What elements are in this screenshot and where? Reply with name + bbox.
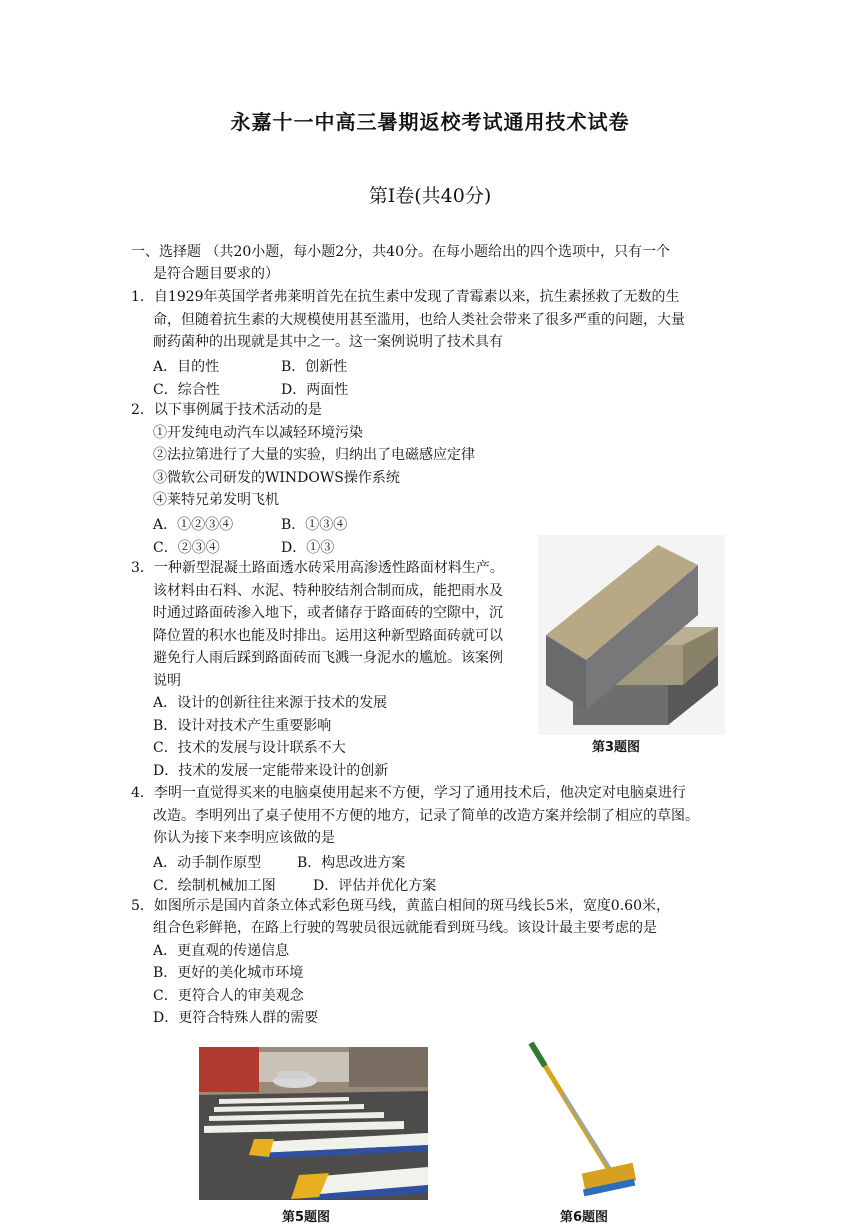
q2-item-3: ③微软公司研发的WINDOWS操作系统 [153,470,400,486]
q3-option-d: D．技术的发展一定能带来设计的创新 [153,763,389,779]
q1-stem-line1: 1．自1929年英国学者弗莱明首先在抗生素中发现了青霉素以来，抗生素拯救了无数的生 [131,289,680,305]
q2-option-d: D．①③ [281,540,335,556]
q6-figure-mop [523,1038,643,1203]
q2-stem: 2．以下事例属于技术活动的是 [131,402,322,418]
q1-option-b: B．创新性 [281,359,348,375]
q2-item-4: ④莱特兄弟发明飞机 [153,492,279,508]
q3-stem-line4: 降位置的积水也能及时排出。运用这种新型路面砖就可以 [153,628,503,644]
q3-stem-line3: 时通过路面砖渗入地下，或者储存于路面砖的空隙中，沉 [153,605,503,621]
q1-option-c: C．综合性 [153,382,220,398]
q2-option-c: C．②③④ [153,540,220,556]
q4-stem-line1: 4．李明一直觉得买来的电脑桌使用起来不方便，学习了通用技术后，他决定对电脑桌进行 [131,785,686,801]
q3-stem-line1: 3．一种新型混凝土路面透水砖采用高渗透性路面材料生产。 [131,560,504,576]
q5-figure-crosswalk [199,1047,428,1200]
q5-option-b: B．更好的美化城市环境 [153,965,304,981]
q5-option-d: D．更符合特殊人群的需要 [153,1010,319,1026]
q4-stem-line2: 改造。李明列出了桌子使用不方便的地方，记录了简单的改造方案并绘制了相应的草图。 [153,808,699,824]
q1-option-a: A．目的性 [153,359,220,375]
q4-stem-line3: 你认为接下来李明应该做的是 [153,830,335,846]
q3-figure-caption: 第3题图 [592,740,641,755]
q5-option-c: C．更符合人的审美观念 [153,988,304,1004]
q2-option-a: A．①②③④ [153,517,234,533]
part-title: 第Ⅰ卷(共40分) [368,185,492,207]
section-instruction-cont: 是符合题目要求的） [153,266,279,282]
q3-stem-line5: 避免行人雨后踩到路面砖而飞溅一身泥水的尴尬。该案例 [153,650,503,666]
q5-stem-line1: 5．如图所示是国内首条立体式彩色斑马线，黄蓝白相间的斑马线长5米，宽度0.60米， [131,898,670,914]
q4-option-c: C．绘制机械加工图 [153,878,276,894]
q3-option-c: C．技术的发展与设计联系不大 [153,740,346,756]
q2-option-b: B．①③④ [281,517,348,533]
q1-option-d: D．两面性 [281,382,349,398]
q4-option-a: A．动手制作原型 [153,855,262,871]
exam-title: 永嘉十一中高三暑期返校考试通用技术试卷 [230,110,630,134]
q3-stem-line2: 该材料由石料、水泥、特种胶结剂合制而成，能把雨水及 [153,583,503,599]
q5-option-a: A．更直观的传递信息 [153,943,290,959]
q3-figure-bricks [538,535,725,735]
q3-option-a: A．设计的创新往往来源于技术的发展 [153,695,388,711]
q4-option-d: D．评估并优化方案 [313,878,437,894]
q6-figure-caption: 第6题图 [560,1210,609,1225]
q2-item-1: ①开发纯电动汽车以减轻环境污染 [153,425,363,441]
q3-stem-line6: 说明 [153,673,181,689]
section-instruction: 一、选择题 （共20小题，每小题2分，共40分。在每小题给出的四个选项中，只有一个 [131,244,670,260]
q5-stem-line2: 组合色彩鲜艳，在路上行驶的驾驶员很远就能看到斑马线。该设计最主要考虑的是 [153,920,657,936]
q1-stem-line3: 耐药菌种的出现就是其中之一。这一案例说明了技术具有 [153,334,503,350]
q2-item-2: ②法拉第进行了大量的实验，归纳出了电磁感应定律 [153,447,475,463]
q1-stem-line2: 命，但随着抗生素的大规模使用甚至滥用，也给人类社会带来了很多严重的问题，大量 [153,312,685,328]
q5-figure-caption: 第5题图 [282,1210,331,1225]
q3-option-b: B．设计对技术产生重要影响 [153,718,332,734]
q4-option-b: B．构思改进方案 [297,855,406,871]
